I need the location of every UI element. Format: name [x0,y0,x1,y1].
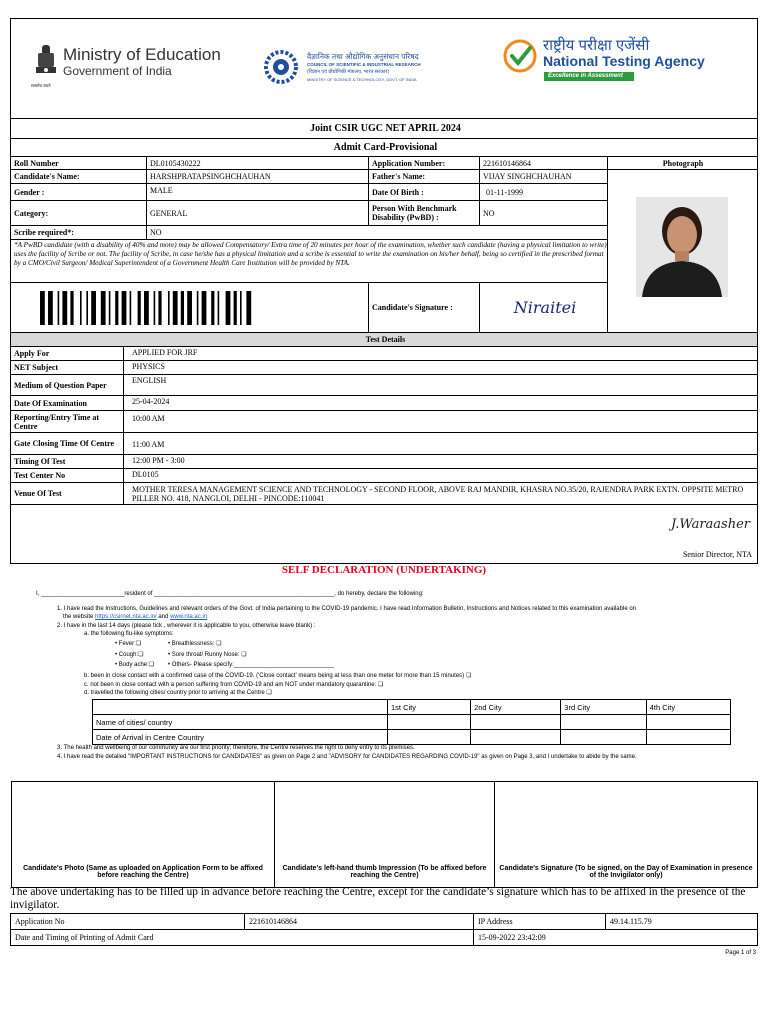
city-cell [388,715,471,730]
pwbd-label: Person With Benchmark Disability (PwBD) : [368,201,479,225]
undertaking-note: The above undertaking has to be filled up in advance before reaching the Centre, except for the candidate’s signature which has to be affixed in the presence of the invigilator. [10,886,746,911]
csir-hindi-ministry: (विज्ञान एवं प्रौद्योगिकी मंत्रालय, भारत सरकार) [307,69,390,75]
name-value: HARSHPRATAPSINGHCHAUHAN [146,170,368,183]
test-row [11,395,757,410]
print-info-row [11,930,758,946]
declaration-item-1b: the website https://csirnet.nta.ac.in/ and www.nta.ac.in [63,614,208,620]
pwbd-note-row [11,239,607,282]
declaration-item-2b: b. been in close contact with a confirmed case of the COVID-19. ('Close contact' means being at less than one meter for more than 15 minutes) ❏ [84,673,472,679]
photo-affix-box: Candidate's Photo (Same as uploaded on Application Form to be affixed before reaching the Centre) [11,781,275,888]
test-label: NET Subject [14,363,59,372]
city-cell [646,715,730,730]
footer-app-label: Application No [11,914,245,930]
director-title: Senior Director, NTA [682,550,752,559]
barcode-bar [154,291,156,325]
csir-ministry: MINISTRY OF SCIENCE & TECHNOLOGY, GOVT. OF INDIA [307,77,417,82]
nta-check-logo-icon [503,39,537,73]
nta-english: National Testing Agency [543,53,705,69]
test-label: Date Of Examination [14,398,87,408]
candidate-signature-cell [479,283,607,332]
test-row [11,454,757,468]
symptom-cough: • Cough:❏ [115,652,144,658]
name-label: Candidate's Name: [14,172,80,181]
city-row-label: Date of Arrival in Centre Country [93,730,388,745]
barcode-bar [62,291,67,325]
father-value: VIJAY SINGHCHAUHAN [479,170,607,183]
footer-ip-value: 49.14.115.79 [606,914,758,930]
barcode-bar [168,291,170,325]
print-info-row [11,914,758,930]
barcode-bar [115,291,118,325]
test-label: Test Center No [14,471,66,480]
test-label: Apply For [14,349,50,358]
barcode-bar [158,291,161,325]
moe-subtitle: Government of India [63,64,172,78]
test-row [11,360,757,374]
csir-hindi: वैज्ञानिक तथा औद्योगिक अनुसंधान परिषद [307,52,419,61]
barcode-row [11,282,607,332]
barcode-bar [218,291,220,325]
pwbd-note: *A PwBD candidate (with a disability of 40% and more) may be allowed Compensatory/ Extra time of 20 minutes per hour of the examination, whether such candidate (having a physical limitation to write) uses the facility of Scribe or not. The facility of Scribe, in case he/she has a physical limitation and a scribe is essential to write the examination on his/her behalf, being so certified in the prescribed format by a CMO/Civil Surgeon/ Medical Superintendent of a Government Health Care Institution will be provided by NTA. [14,241,607,267]
test-value: DL0105 [123,469,759,482]
cities-name-row [93,715,731,730]
exam-title: Joint CSIR UGC NET APRIL 2024 [310,123,461,134]
barcode [40,291,340,325]
footer-print-value: 15-09-2022 23:42:09 [474,930,758,946]
card-title: Admit Card-Provisional [333,142,438,153]
declaration-item-4: 4. I have read the detailed "IMPORTANT INSTRUCTIONS for CANDIDATES" as given on Page 2 and "ADVISORY for CANDIDATES REGARDING COVID-19" as given on Page 3, and I undertake to abide by the same. [57,754,637,760]
barcode-bar [86,291,88,325]
symptom-others: • Others- Please specify:______________________________ [168,662,334,668]
test-label: Venue Of Test [14,489,62,498]
pwbd-value: NO [479,201,607,225]
declaration-title: SELF DECLARATION (UNDERTAKING) [281,564,487,576]
barcode-cell [11,283,368,332]
city-header-1: 1st City [388,700,471,715]
dob-label: Date Of Birth : [368,184,479,200]
test-value: APPLIED FOR JRF [123,347,759,360]
barcode-bar [187,291,192,325]
test-value: MOTHER TERESA MANAGEMENT SCIENCE AND TECHNOLOGY - SECOND FLOOR, ABOVE RAJ MANDIR, KHASRA NO.35/20, RAJENDRA PARK EXTN. OPPSITE METRO PILLER NO. 418, NANGLOI, DELHI - PINCODE:110041 [123,483,759,504]
test-value: 25-04-2024 [123,396,759,410]
test-value: 12:00 PM - 3:00 [123,455,759,468]
city-row-label: Name of cities/ country [93,715,388,730]
candidate-signature: Niraitei [513,298,577,317]
candidate-photo [636,197,728,297]
nta-hindi: राष्ट्रीय परीक्षा एजेंसी [543,37,650,54]
nta-link[interactable]: www.nta.ac.in [170,614,208,620]
test-label: Reporting/Entry Time at Centre [14,412,100,431]
photograph-label: Photograph [607,156,758,169]
director-row [11,504,757,565]
admit-card [10,118,758,564]
csirnet-link[interactable]: https://csirnet.nta.ac.in/ [95,614,157,620]
roll-value: DL0105430222 [146,157,368,169]
barcode-bar [91,291,96,325]
declaration-item-2: 2. I have in the last 14 days (please tick , wherever it is applicable to you, otherwise leave blank) : [57,623,316,629]
emblem-motto: सत्यमेव जयते [31,83,51,88]
declaration-item-2c: c. not been in close contact with a person suffering from COVID-19 and am NOT under mandatory quarantine: ❏ [84,682,384,688]
barcode-bar [138,291,141,325]
test-value: 10:00 AM [123,411,759,432]
photo-cell [607,169,758,332]
barcode-bar [181,291,184,325]
symptom-sore-throat: • Sore throat/ Runny Nose: ❏ [168,652,247,658]
barcode-bar [211,291,214,325]
footer-print-label: Date and Timing of Printing of Admit Card [11,930,474,946]
test-value: 11:00 AM [123,433,759,454]
symptom-breathlessness: • Breathlessness: ❏ [168,641,222,647]
app-number-value: 221610146864 [479,157,607,169]
info-row [11,200,607,225]
barcode-bar [70,291,73,325]
city-header-blank [93,700,388,715]
cities-date-row [93,730,731,745]
barcode-bar [144,291,149,325]
symptom-body-ache: • Body ache:❏ [115,662,155,668]
city-header-2: 2nd City [471,700,561,715]
barcode-bar [173,291,178,325]
moe-title: Ministry of Education [63,45,221,64]
city-header-3: 3rd City [561,700,646,715]
test-details-title: Test Details [365,335,406,344]
thumb-impression-box: Candidate's left-hand thumb Impression (To be affixed before reaching the Centre) [275,781,495,888]
gender-label: Gender : [14,187,45,197]
gender-value: MALE [146,184,368,200]
barcode-bar [234,291,237,325]
test-row [11,482,757,504]
print-info-table [10,913,758,946]
city-cell [561,715,646,730]
signature-label: Candidate's Signature : [368,283,479,332]
test-label: Medium of Question Paper [14,380,107,390]
test-row [11,432,757,454]
barcode-bar [109,291,111,325]
barcode-bar [130,291,132,325]
declaration-item-2d: d. travelled the following cities/ country prior to arriving at the Centre ❏ [84,690,272,696]
barcode-bar [197,291,199,325]
test-row [11,374,757,395]
exam-title-row [11,119,757,138]
barcode-bar [40,291,45,325]
test-row [11,468,757,482]
barcode-bar [80,291,82,325]
info-row [11,225,607,239]
cities-table [92,699,731,745]
barcode-bar [202,291,207,325]
test-label: Gate Closing Time Of Centre [14,439,114,448]
info-row [11,169,757,183]
declaration-item-1: 1. I have read the Instructions, Guidelines and relevant orders of the Govt. of India pertaining to the COVID-19 pandemic. I have read Information Bulletin, Instructions and Notices related to this examination available on [57,606,636,612]
declaration-item-2a: a. the following flu-like symptoms: [84,631,174,637]
test-value: PHYSICS [123,361,759,374]
director-signature: J.Waraasher [671,517,750,532]
dob-value: 01-11-1999 [479,184,607,200]
footer-app-value: 221610146864 [245,914,474,930]
csir-logo-icon [263,49,299,85]
declaration-intro: I, _________________________resident of ______________________________________________________, do hereby, declare the following: [36,591,424,597]
barcode-bar [226,291,231,325]
category-value: GENERAL [146,201,368,225]
barcode-bar [48,291,53,325]
test-row [11,410,757,432]
city-header-4: 4th City [646,700,730,715]
category-label: Category: [14,208,49,218]
barcode-bar [101,291,106,325]
test-value: ENGLISH [123,375,759,395]
test-label: Timing Of Test [14,457,66,466]
nta-tagline: Excellence in Assessment [544,72,634,81]
scribe-value: NO [146,226,368,239]
national-emblem-icon [33,43,59,81]
test-row [11,346,757,360]
father-label: Father's Name: [368,170,479,183]
city-cell [388,730,471,745]
test-details-header [11,332,757,346]
csir-english: COUNCIL OF SCIENTIFIC & INDUSTRIAL RESEARCH [307,62,421,67]
info-row [11,183,607,200]
scribe-label: Scribe required*: [14,228,74,237]
declaration-item-3: 3. The health and wellbeing of our community are our first priority; therefore, the Centre reserves the right to deny entry to its premises. [57,745,415,751]
roll-label: Roll Number [14,158,59,168]
city-cell [646,730,730,745]
city-cell [471,730,561,745]
footer-ip-label: IP Address [474,914,606,930]
symptom-fever: • Fever:❏ [115,641,142,647]
cities-header-row [93,700,731,715]
barcode-bar [246,291,251,325]
barcode-bar [58,291,60,325]
city-cell [561,730,646,745]
page-number: Page 1 of 3 [725,950,756,956]
app-number-label: Application Number: [368,157,479,169]
header [10,18,758,118]
city-cell [471,715,561,730]
barcode-bar [240,291,242,325]
barcode-bar [122,291,127,325]
candidate-signature-box: Candidate's Signature (To be signed, on the Day of Examination in presence of the Invigilator only) [495,781,758,888]
card-title-row [11,138,757,156]
